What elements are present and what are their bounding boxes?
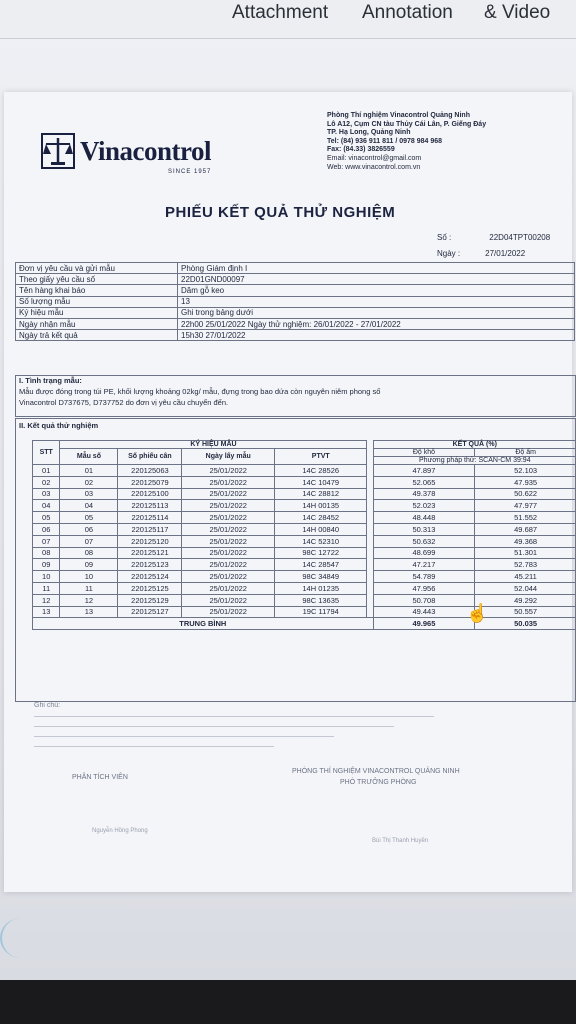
cell-do-kho: 50.313	[373, 523, 475, 535]
cell-stt: 05	[33, 512, 60, 524]
so-value: 22D04TPT00208	[489, 233, 551, 242]
cell-ptvt: 14H 00840	[274, 523, 367, 535]
lab-line: Email: vinacontrol@gmail.com	[327, 154, 422, 162]
cell-so-phieu: 220125124	[118, 571, 182, 583]
cell-ngay-lay: 25/01/2022	[182, 582, 275, 594]
col-dokho: Độ khô	[373, 449, 475, 457]
cell-ptvt: 19C 11794	[274, 606, 367, 618]
lab-address-block	[327, 112, 572, 172]
cell-ptvt: 14C 28812	[274, 488, 367, 500]
cell-ngay-lay: 25/01/2022	[182, 476, 275, 488]
table-row	[33, 571, 576, 583]
cell-stt: 13	[33, 606, 60, 618]
info-row	[16, 307, 575, 318]
cell-stt: 01	[33, 465, 60, 477]
cell-mau-so: 09	[60, 559, 118, 571]
section1-line: Mẫu được đóng trong túi PE, khối lượng khoảng 02kg/ mẫu, đựng trong bao dứa còn nguyên niêm phong số	[19, 387, 381, 396]
cell-mau-so: 10	[60, 571, 118, 583]
cell-do-am: 51.301	[475, 547, 576, 559]
col-mauso: Mẫu số	[60, 449, 118, 465]
doc-date: Ngày : 27/01/2022	[437, 249, 526, 258]
cell-ptvt: 14C 28526	[274, 465, 367, 477]
cell-mau-so: 12	[60, 594, 118, 606]
section1-line: Vinacontrol D737675, D737752 do đơn vị yêu cầu chuyển đến.	[19, 398, 229, 407]
cell-ngay-lay: 25/01/2022	[182, 523, 275, 535]
cell-do-kho: 49.378	[373, 488, 475, 500]
info-value: Dăm gỗ keo	[178, 285, 575, 296]
col-stt: STT	[33, 441, 60, 465]
cell-do-kho: 54.789	[373, 571, 475, 583]
cell-so-phieu: 220125129	[118, 594, 182, 606]
cell-do-am: 49.687	[475, 523, 576, 535]
info-key: Theo giấy yêu cầu số	[16, 274, 178, 285]
cell-ptvt: 14H 01235	[274, 582, 367, 594]
cell-mau-so: 03	[60, 488, 118, 500]
cell-ngay-lay: 25/01/2022	[182, 488, 275, 500]
cell-so-phieu: 220125100	[118, 488, 182, 500]
request-info-table	[15, 262, 575, 341]
cell-do-kho: 52.023	[373, 500, 475, 512]
vinacontrol-logo	[40, 132, 230, 176]
info-row	[16, 285, 575, 296]
cell-do-am: 52.044	[475, 582, 576, 594]
cell-stt: 06	[33, 523, 60, 535]
hand-cursor-icon: ☝	[466, 603, 489, 623]
cell-do-kho: 48.448	[373, 512, 475, 524]
cell-do-am: 52.103	[475, 465, 576, 477]
cell-mau-so: 05	[60, 512, 118, 524]
cell-ptvt: 14C 28452	[274, 512, 367, 524]
section1-title: I. Tình trạng mẫu:	[19, 376, 82, 385]
cell-stt: 09	[33, 559, 60, 571]
table-row	[33, 488, 576, 500]
average-label: TRUNG BÌNH	[33, 618, 374, 630]
cell-mau-so: 06	[60, 523, 118, 535]
lab-line: Phòng Thí nghiệm Vinacontrol Quảng Ninh	[327, 112, 470, 119]
document-title: PHIẾU KẾT QUẢ THỬ NGHIỆM	[165, 204, 396, 221]
menu-annotation[interactable]: Annotation	[362, 2, 453, 23]
cell-stt: 11	[33, 582, 60, 594]
info-row	[16, 274, 575, 285]
cell-so-phieu: 220125079	[118, 476, 182, 488]
cell-so-phieu: 220125121	[118, 547, 182, 559]
cell-so-phieu: 220125117	[118, 523, 182, 535]
cell-do-am: 51.552	[475, 512, 576, 524]
info-row	[16, 330, 575, 341]
table-row	[33, 606, 576, 618]
table-row	[33, 523, 576, 535]
cell-stt: 07	[33, 535, 60, 547]
cell-do-kho: 52.065	[373, 476, 475, 488]
cell-do-am: 47.935	[475, 476, 576, 488]
table-row	[33, 547, 576, 559]
cell-stt: 02	[33, 476, 60, 488]
cell-ptvt: 14C 10479	[274, 476, 367, 488]
cell-mau-so: 02	[60, 476, 118, 488]
cell-mau-so: 04	[60, 500, 118, 512]
cell-ptvt: 98C 34849	[274, 571, 367, 583]
cell-do-am: 45.211	[475, 571, 576, 583]
cell-so-phieu: 220125114	[118, 512, 182, 524]
col-ketqua: KẾT QUẢ (%)	[373, 441, 576, 449]
info-key: Ký hiệu mẫu	[16, 307, 178, 318]
cell-mau-so: 07	[60, 535, 118, 547]
lab-line: TP. Hạ Long, Quảng Ninh	[327, 129, 411, 137]
lab-line: Fax: (84.33) 3826559	[327, 146, 395, 154]
cell-ngay-lay: 25/01/2022	[182, 594, 275, 606]
cell-do-kho: 50.632	[373, 535, 475, 547]
cell-mau-so: 13	[60, 606, 118, 618]
logo-since: SINCE 1957	[168, 169, 212, 175]
cell-stt: 12	[33, 594, 60, 606]
table-row	[33, 582, 576, 594]
cell-do-kho: 47.956	[373, 582, 475, 594]
cell-so-phieu: 220125063	[118, 465, 182, 477]
section2-title: II. Kết quả thử nghiệm	[19, 421, 99, 430]
doc-number: Số : 22D04TPT00208	[437, 233, 551, 242]
cell-do-kho: 49.443	[373, 606, 475, 618]
so-label: Số	[437, 233, 447, 242]
table-row	[33, 465, 576, 477]
info-key: Đơn vị yêu cầu và gửi mẫu	[16, 263, 178, 274]
cell-do-am: 50.557	[475, 606, 576, 618]
table-row	[33, 594, 576, 606]
menu-bar	[0, 0, 576, 39]
cell-ptvt: 14C 52310	[274, 535, 367, 547]
info-value: 13	[178, 296, 575, 307]
cell-ptvt: 14H 00135	[274, 500, 367, 512]
info-key: Tên hàng khai báo	[16, 285, 178, 296]
info-value: 15h30 27/01/2022	[178, 330, 575, 341]
cell-mau-so: 11	[60, 582, 118, 594]
cell-ptvt: 14C 28547	[274, 559, 367, 571]
results-table	[32, 440, 576, 630]
col-ngaylay: Ngày lấy mẫu	[182, 449, 275, 465]
cell-ngay-lay: 25/01/2022	[182, 571, 275, 583]
cell-so-phieu: 220125123	[118, 559, 182, 571]
cell-stt: 08	[33, 547, 60, 559]
info-row	[16, 318, 575, 329]
lab-line: Web: www.vinacontrol.com.vn	[327, 163, 421, 171]
info-value: 22h00 25/01/2022 Ngày thử nghiệm: 26/01/2022 - 27/01/2022	[178, 318, 575, 329]
lab-line: Lô A12, Cụm CN tàu Thủy Cái Lân, P. Giếng Đáy	[327, 120, 487, 128]
col-kyhieu: KÝ HIỆU MẪU	[60, 441, 367, 449]
cell-ngay-lay: 25/01/2022	[182, 559, 275, 571]
cell-so-phieu: 220125113	[118, 500, 182, 512]
table-row	[33, 559, 576, 571]
cell-ptvt: 98C 13635	[274, 594, 367, 606]
table-row	[33, 476, 576, 488]
cell-do-kho: 47.217	[373, 559, 475, 571]
menu-attachment[interactable]: Attachment	[232, 2, 329, 23]
cell-ptvt: 98C 12722	[274, 547, 367, 559]
info-value: 22D01GND00097	[178, 274, 575, 285]
info-key: Số lượng mẫu	[16, 296, 178, 307]
cell-so-phieu: 220125127	[118, 606, 182, 618]
cell-do-am: 49.292	[475, 594, 576, 606]
menu-video[interactable]: & Video	[484, 2, 551, 23]
ngay-value: 27/01/2022	[485, 249, 526, 258]
logo-wordmark: Vinacontrol	[80, 136, 212, 166]
cell-ngay-lay: 25/01/2022	[182, 500, 275, 512]
cell-ngay-lay: 25/01/2022	[182, 465, 275, 477]
reflection-mark	[0, 918, 42, 958]
cell-do-am: 52.783	[475, 559, 576, 571]
average-dokho: 49.965	[373, 618, 475, 630]
cell-do-am: 50.622	[475, 488, 576, 500]
info-row	[16, 296, 575, 307]
cell-so-phieu: 220125120	[118, 535, 182, 547]
col-ptvt: PTVT	[274, 449, 367, 465]
table-row	[33, 500, 576, 512]
cell-ngay-lay: 25/01/2022	[182, 547, 275, 559]
deputy-name: Bùi Thị Thanh Huyền	[372, 838, 429, 844]
analyst-name: Nguyễn Hồng Phong	[92, 828, 148, 834]
col-sophieu: Số phiếu cân	[118, 449, 182, 465]
lab-title: PHÒNG THÍ NGHIỆM VINACONTROL QUẢNG NINH	[292, 768, 460, 775]
cell-stt: 04	[33, 500, 60, 512]
info-value: Ghi trong bảng dưới	[178, 307, 575, 318]
cell-mau-so: 08	[60, 547, 118, 559]
cell-stt: 03	[33, 488, 60, 500]
notes-title: Ghi chú:	[34, 702, 61, 709]
cell-stt: 10	[33, 571, 60, 583]
ngay-label: Ngày	[437, 249, 456, 258]
cell-do-am: 47.977	[475, 500, 576, 512]
info-value: Phòng Giám định I	[178, 263, 575, 274]
deputy-title: PHÓ TRƯỞNG PHÒNG	[340, 779, 417, 786]
scales-logo-icon	[40, 132, 76, 170]
cell-do-kho: 47.897	[373, 465, 475, 477]
cell-mau-so: 01	[60, 465, 118, 477]
analyst-title: PHÂN TÍCH VIÊN	[72, 774, 128, 781]
info-key: Ngày nhận mẫu	[16, 318, 178, 329]
lab-line: Tel: (84) 936 911 811 / 0978 984 968	[327, 137, 443, 145]
cell-ngay-lay: 25/01/2022	[182, 512, 275, 524]
info-row	[16, 263, 575, 274]
table-row	[33, 535, 576, 547]
col-doam: Độ ẩm	[475, 449, 576, 457]
cell-ngay-lay: 25/01/2022	[182, 606, 275, 618]
sample-condition-box	[15, 375, 576, 417]
cell-so-phieu: 220125125	[118, 582, 182, 594]
info-key: Ngày trả kết quả	[16, 330, 178, 341]
test-method: Phương pháp thử: SCAN-CM 39:94	[373, 457, 576, 465]
cell-ngay-lay: 25/01/2022	[182, 535, 275, 547]
cell-do-kho: 50.708	[373, 594, 475, 606]
cell-do-am: 49.368	[475, 535, 576, 547]
table-row	[33, 512, 576, 524]
cell-do-kho: 48.699	[373, 547, 475, 559]
average-doam: 50.035	[475, 618, 576, 630]
